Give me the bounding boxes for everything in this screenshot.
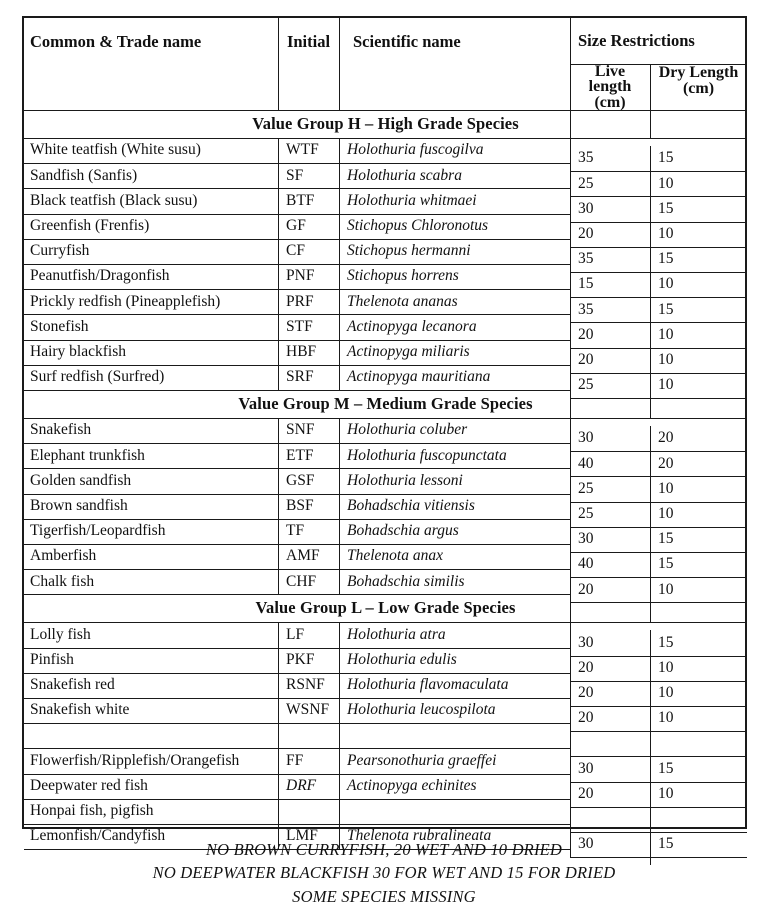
cell-dry-length: 10: [658, 174, 674, 192]
cell-initial: SF: [286, 166, 304, 184]
cell-dry-length: 10: [658, 659, 674, 677]
cell-initial: PRF: [286, 292, 314, 310]
table-column-rule: [570, 594, 571, 622]
cell-dry-length: 10: [658, 709, 674, 727]
cell-scientific-name: Holothuria fuscopunctata: [347, 446, 507, 464]
cell-live-length: 35: [578, 300, 594, 318]
table-column-rule: [570, 418, 571, 602]
cell-common-trade-name: Peanutfish/Dragonfish: [30, 267, 170, 285]
cell-scientific-name: Stichopus horrens: [347, 267, 459, 285]
cell-live-length: 20: [578, 785, 594, 803]
cell-dry-length: 15: [658, 835, 674, 853]
cell-initial: DRF: [286, 777, 317, 795]
cell-common-trade-name: Black teatfish (Black susu): [30, 191, 198, 209]
table-column-rule: [650, 426, 651, 610]
footnote-line: NO BROWN CURRYFISH, 20 WET AND 10 DRIED: [205, 840, 563, 859]
cell-initial: BSF: [286, 497, 314, 515]
cell-scientific-name: Stichopus hermanni: [347, 242, 471, 260]
cell-live-length: 30: [578, 759, 594, 777]
cell-scientific-name: Bohadschia argus: [347, 522, 459, 540]
cell-dry-length: 10: [658, 684, 674, 702]
footnote-line: SOME SPECIES MISSING: [292, 886, 476, 906]
footnote-line: NO DEEPWATER BLACKFISH 30 FOR WET AND 15 FOR DRIED: [152, 863, 616, 883]
table-column-rule: [650, 594, 651, 622]
table-column-rule: [650, 146, 651, 406]
cell-dry-length: 10: [658, 325, 674, 343]
cell-live-length: 30: [578, 835, 594, 853]
cell-dry-length: 15: [658, 149, 674, 167]
cell-common-trade-name: [24, 723, 278, 748]
cell-common-trade-name: White teatfish (White susu): [30, 141, 201, 159]
cell-dry-length: 20: [658, 429, 674, 447]
cell-common-trade-name: Snakefish white: [30, 701, 130, 719]
table-column-rule: [339, 18, 340, 110]
footnotes-block: [0, 838, 768, 908]
cell-dry-length: 15: [658, 250, 674, 268]
table-column-rule: [570, 110, 571, 138]
cell-common-trade-name: Honpai fish, pigfish: [30, 802, 154, 820]
cell-common-trade-name: Curryfish: [30, 242, 90, 260]
table-column-rule: [339, 138, 340, 390]
cell-scientific-name: Holothuria fuscogilva: [347, 141, 484, 159]
table-column-rule: [570, 138, 571, 398]
cell-dry-length: 10: [658, 479, 674, 497]
cell-initial: AMF: [286, 547, 320, 565]
cell-scientific-name: Bohadschia similis: [347, 572, 465, 590]
cell-initial: BTF: [286, 191, 315, 209]
cell-common-trade-name: Hairy blackfish: [30, 343, 126, 361]
cell-initial: WTF: [286, 141, 319, 159]
cell-live-length: [570, 731, 650, 756]
cell-common-trade-name: Deepwater red fish: [30, 777, 148, 795]
table-column-rule: [339, 418, 340, 594]
cell-scientific-name: Holothuria scabra: [347, 166, 462, 184]
cell-common-trade-name: Elephant trunkfish: [30, 446, 145, 464]
table-column-rule: [650, 630, 651, 865]
cell-dry-length: 10: [658, 785, 674, 803]
cell-scientific-name: Actinopyga miliaris: [347, 343, 470, 361]
table-column-rule: [278, 138, 279, 390]
cell-live-length: 30: [578, 199, 594, 217]
cell-live-length: 15: [578, 275, 594, 293]
cell-dry-length: 10: [658, 376, 674, 394]
cell-live-length: 20: [578, 709, 594, 727]
cell-scientific-name: Holothuria edulis: [347, 651, 457, 669]
cell-dry-length: 15: [658, 300, 674, 318]
table-column-rule: [570, 390, 571, 418]
cell-live-length: 20: [578, 351, 594, 369]
cell-scientific-name: Thelenota ananas: [347, 292, 458, 310]
cell-common-trade-name: Sandfish (Sanfis): [30, 166, 138, 184]
table-column-rule: [650, 390, 651, 418]
cell-common-trade-name: Snakefish red: [30, 676, 115, 694]
cell-common-trade-name: Amberfish: [30, 547, 97, 565]
cell-dry-length: [650, 807, 747, 832]
cell-live-length: 20: [578, 659, 594, 677]
cell-initial: CHF: [286, 572, 317, 590]
cell-common-trade-name: Lemonfish/Candyfish: [30, 827, 166, 845]
cell-live-length: 40: [578, 454, 594, 472]
column-header-scientific-name: Scientific name: [353, 32, 461, 52]
cell-dry-length: 15: [658, 530, 674, 548]
cell-live-length: 40: [578, 555, 594, 573]
cell-live-length: [570, 807, 650, 832]
cell-common-trade-name: Chalk fish: [30, 572, 95, 590]
column-header-dry-length: Dry Length (cm): [658, 64, 739, 97]
cell-scientific-name: Holothuria lessoni: [347, 471, 463, 489]
group-heading: Value Group M – Medium Grade Species: [238, 394, 533, 413]
cell-initial: TF: [286, 522, 305, 540]
cell-live-length: 20: [578, 225, 594, 243]
cell-live-length: 20: [578, 325, 594, 343]
cell-common-trade-name: Pinfish: [30, 651, 74, 669]
cell-initial: LMF: [286, 827, 318, 845]
cell-common-trade-name: Surf redfish (Surfred): [30, 368, 165, 386]
cell-dry-length: 10: [658, 275, 674, 293]
cell-scientific-name: Holothuria flavomaculata: [347, 676, 509, 694]
cell-common-trade-name: Brown sandfish: [30, 497, 128, 515]
cell-initial: ETF: [286, 446, 314, 464]
cell-common-trade-name: Snakefish: [30, 421, 92, 439]
cell-initial: WSNF: [286, 701, 330, 719]
group-heading: Value Group H – High Grade Species: [252, 114, 519, 133]
cell-initial: CF: [286, 242, 305, 260]
cell-scientific-name: Thelenota rubralineata: [347, 827, 492, 845]
cell-initial: GSF: [286, 471, 315, 489]
cell-common-trade-name: Tigerfish/Leopardfish: [30, 522, 166, 540]
cell-live-length: 20: [578, 580, 594, 598]
cell-common-trade-name: Greenfish (Frenfis): [30, 217, 150, 235]
cell-dry-length: 15: [658, 759, 674, 777]
cell-common-trade-name: Golden sandfish: [30, 471, 132, 489]
cell-live-length: 25: [578, 479, 594, 497]
cell-common-trade-name: Prickly redfish (Pineapplefish): [30, 292, 221, 310]
cell-initial: STF: [286, 317, 313, 335]
cell-initial: [278, 723, 339, 748]
cell-scientific-name: Thelenota anax: [347, 547, 443, 565]
cell-initial: SRF: [286, 368, 314, 386]
cell-live-length: 25: [578, 505, 594, 523]
cell-scientific-name: Actinopyga mauritiana: [347, 368, 491, 386]
cell-scientific-name: Actinopyga echinites: [347, 777, 477, 795]
table-column-rule: [278, 622, 279, 849]
cell-dry-length: 10: [658, 351, 674, 369]
cell-live-length: 20: [578, 684, 594, 702]
cell-common-trade-name: Stonefish: [30, 317, 89, 335]
cell-initial: RSNF: [286, 676, 325, 694]
table-column-rule: [650, 110, 651, 138]
cell-scientific-name: Stichopus Chloronotus: [347, 217, 489, 235]
cell-dry-length: 15: [658, 555, 674, 573]
cell-initial: FF: [286, 751, 304, 769]
cell-scientific-name: [347, 723, 570, 748]
cell-live-length: 30: [578, 429, 594, 447]
cell-live-length: 25: [578, 376, 594, 394]
cell-scientific-name: Holothuria atra: [347, 625, 446, 643]
cell-scientific-name: Bohadschia vitiensis: [347, 497, 475, 515]
cell-common-trade-name: Flowerfish/Ripplefish/Orangefish: [30, 751, 240, 769]
cell-dry-length: 20: [658, 454, 674, 472]
cell-initial: PKF: [286, 651, 315, 669]
cell-scientific-name: [347, 799, 570, 824]
column-header-initial: Initial: [286, 32, 331, 52]
cell-live-length: 30: [578, 530, 594, 548]
cell-dry-length: 15: [658, 199, 674, 217]
cell-live-length: 35: [578, 250, 594, 268]
cell-dry-length: [650, 731, 747, 756]
cell-live-length: 35: [578, 149, 594, 167]
cell-live-length: 30: [578, 633, 594, 651]
cell-initial: LF: [286, 625, 305, 643]
column-header-live-length: Live length (cm): [588, 62, 632, 111]
cell-common-trade-name: Lolly fish: [30, 625, 91, 643]
cell-dry-length: 10: [658, 225, 674, 243]
cell-initial: SNF: [286, 421, 315, 439]
column-header-common-trade-name: Common & Trade name: [30, 32, 202, 52]
cell-live-length: 25: [578, 174, 594, 192]
cell-dry-length: 15: [658, 633, 674, 651]
cell-initial: [278, 799, 339, 824]
cell-scientific-name: Holothuria leucospilota: [347, 701, 496, 719]
cell-scientific-name: Actinopyga lecanora: [347, 317, 477, 335]
group-heading: Value Group L – Low Grade Species: [255, 598, 516, 618]
table-column-rule: [278, 418, 279, 594]
table-column-rule: [570, 622, 571, 857]
cell-dry-length: 10: [658, 505, 674, 523]
cell-initial: PNF: [286, 267, 315, 285]
cell-initial: GF: [286, 217, 306, 235]
cell-initial: HBF: [286, 343, 317, 361]
cell-scientific-name: Pearsonothuria graeffei: [347, 751, 497, 769]
column-header-size-restrictions: Size Restrictions: [578, 31, 695, 51]
cell-dry-length: 10: [658, 580, 674, 598]
table-column-rule: [339, 622, 340, 849]
cell-scientific-name: Holothuria coluber: [347, 421, 468, 439]
cell-scientific-name: Holothuria whitmaei: [347, 191, 477, 209]
